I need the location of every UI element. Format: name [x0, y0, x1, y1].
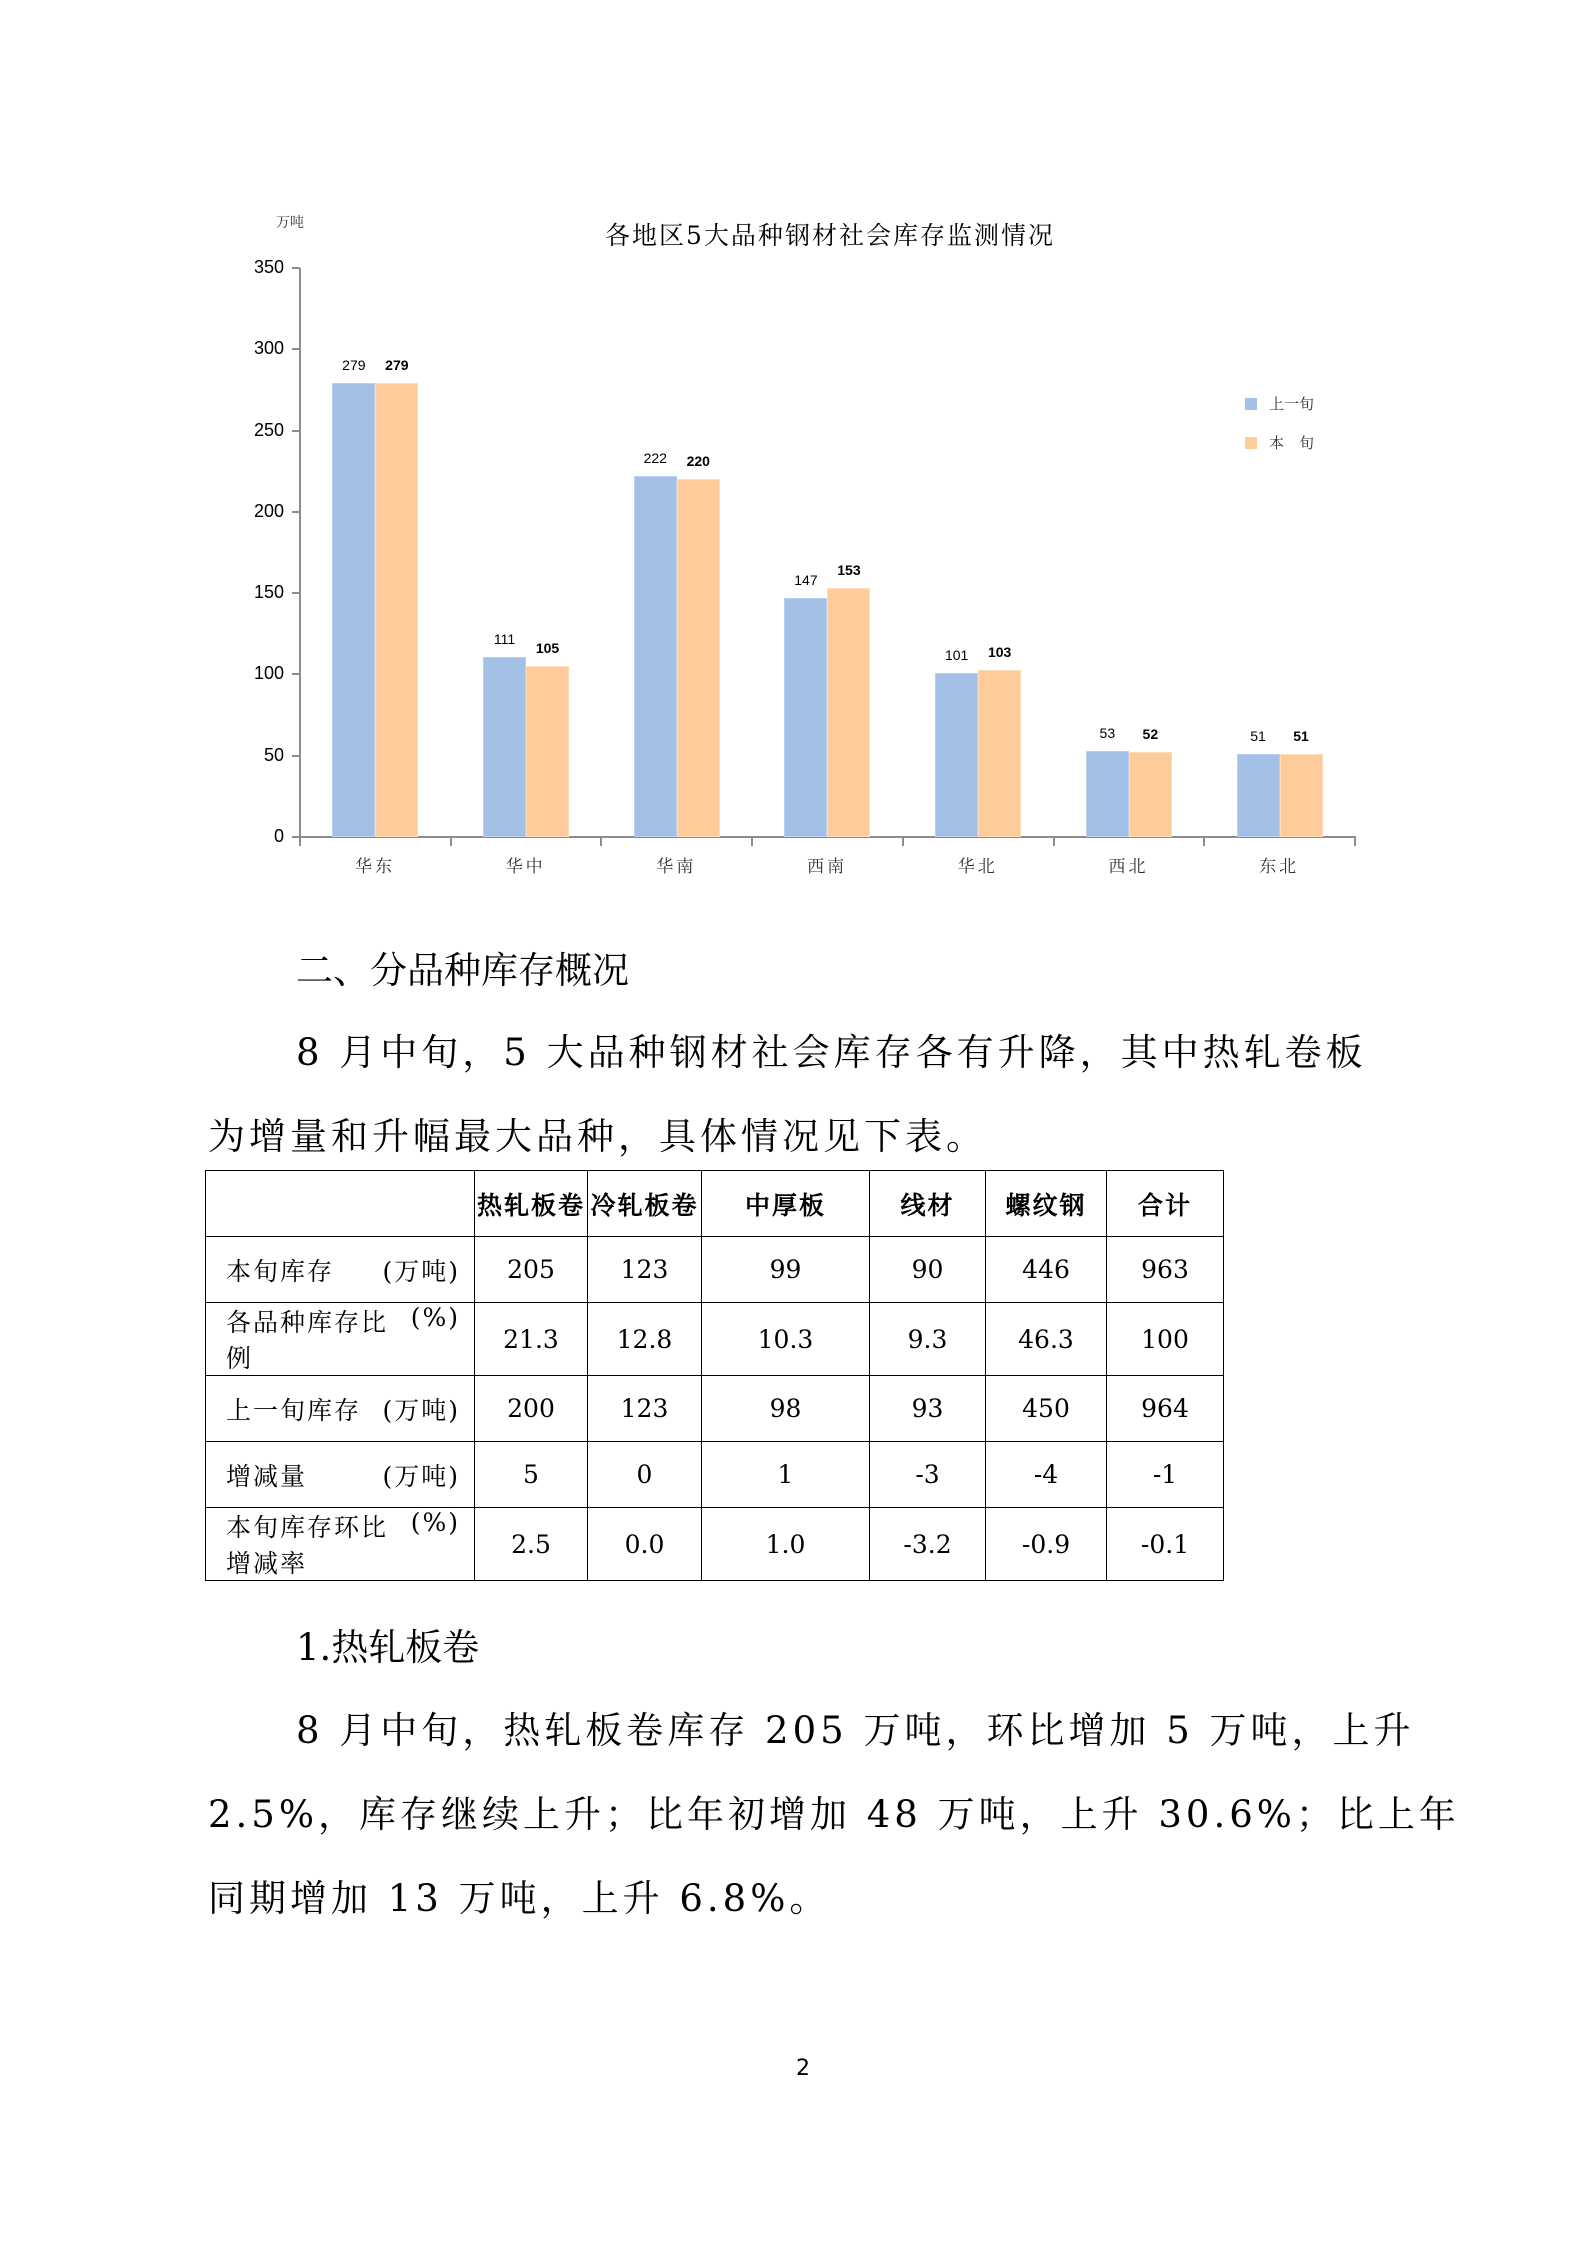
y-tick	[292, 673, 300, 675]
y-tick-label: 50	[263, 744, 284, 765]
data-label-curr: 51	[1293, 728, 1309, 745]
table-cell: 964	[1107, 1376, 1224, 1442]
bar-curr	[1129, 752, 1172, 837]
row-unit: (万吨)	[382, 1395, 460, 1425]
row-label-cell	[206, 1376, 475, 1442]
y-tick-label: 250	[253, 419, 284, 440]
y-tick-label: 0	[273, 826, 284, 846]
table-cell: 46.3	[986, 1303, 1107, 1376]
y-tick-label: 100	[253, 663, 284, 684]
x-category-label: 西南	[807, 857, 848, 877]
y-axis	[299, 268, 301, 838]
table-cell: 100	[1107, 1303, 1224, 1376]
data-label-curr: 153	[837, 562, 861, 579]
table-cell: -0.9	[986, 1508, 1107, 1581]
x-category-label: 西北	[1108, 857, 1149, 877]
data-label-curr: 52	[1142, 726, 1159, 743]
section-heading: 二、分品种库存概况	[296, 949, 629, 992]
table-cell: 1.0	[702, 1508, 870, 1581]
table-cell: 9.3	[870, 1303, 986, 1376]
paragraph-line: 8 月中旬，5 大品种钢材社会库存各有升降，其中热轧卷板	[296, 1031, 1367, 1074]
bar-curr	[677, 479, 720, 837]
header-cell: 热轧板卷	[475, 1171, 588, 1237]
x-tick	[600, 837, 602, 846]
paragraph-line: 为增量和升幅最大品种，具体情况见下表。	[208, 1115, 987, 1158]
legend-item-prev	[1245, 393, 1314, 414]
legend-label-curr: 本 旬	[1269, 434, 1315, 452]
table-cell: 90	[870, 1237, 986, 1303]
paragraph-line: 同期增加 13 万吨，上升 6.8%。	[208, 1877, 831, 1920]
table-cell: 98	[702, 1376, 870, 1442]
data-label-prev: 222	[643, 450, 667, 467]
x-tick	[450, 837, 452, 846]
table-cell: 963	[1107, 1237, 1224, 1303]
data-label-curr: 105	[535, 640, 560, 657]
y-tick	[292, 430, 300, 432]
header-cell: 螺纹钢	[986, 1171, 1107, 1237]
data-label-prev: 51	[1250, 728, 1266, 745]
legend-swatch-prev	[1245, 398, 1257, 410]
table-cell: 1	[702, 1442, 870, 1508]
bar-curr	[1280, 754, 1323, 837]
bar-curr	[375, 383, 418, 837]
header-cell: 合计	[1107, 1171, 1224, 1237]
table-cell: 200	[475, 1376, 588, 1442]
table-cell: 450	[986, 1376, 1107, 1442]
header-cell-empty	[206, 1171, 475, 1237]
table-cell: 123	[588, 1376, 702, 1442]
row-label: 增减量	[226, 1461, 308, 1491]
data-label-curr: 103	[987, 643, 1012, 660]
x-tick	[902, 837, 904, 846]
x-tick	[1053, 837, 1055, 846]
table-cell: 12.8	[588, 1303, 702, 1376]
bar-curr	[978, 670, 1021, 837]
subsection-heading: 1.热轧板卷	[296, 1626, 480, 1669]
y-tick	[292, 755, 300, 757]
regional-inventory-chart	[0, 0, 1587, 900]
y-tick-label: 200	[253, 500, 284, 521]
x-category-label: 东北	[1259, 857, 1300, 877]
y-tick	[292, 267, 300, 269]
y-tick	[292, 592, 300, 594]
bar-prev	[332, 383, 375, 837]
bar-prev	[1237, 754, 1280, 837]
y-tick	[292, 511, 300, 513]
row-unit: (%)	[410, 1508, 460, 1537]
table-cell: 0.0	[588, 1508, 702, 1581]
table-cell: 2.5	[475, 1508, 588, 1581]
x-tick	[1203, 837, 1205, 846]
row-label: 本旬库存	[226, 1256, 335, 1286]
legend-label-prev: 上一旬	[1269, 395, 1315, 413]
table-cell: -0.1	[1107, 1508, 1224, 1581]
bar-prev	[634, 476, 677, 837]
table-cell: 0	[588, 1442, 702, 1508]
y-tick-label: 300	[253, 338, 284, 359]
header-cell: 中厚板	[702, 1171, 870, 1237]
inventory-table	[205, 1170, 1224, 1581]
x-tick	[299, 837, 301, 846]
y-tick	[292, 348, 300, 350]
x-category-label: 华中	[505, 857, 546, 877]
x-tick	[751, 837, 753, 846]
row-unit: (万吨)	[382, 1461, 460, 1491]
x-tick	[1354, 837, 1356, 846]
bar-curr	[526, 666, 569, 837]
row-label: 上一旬库存	[226, 1395, 362, 1425]
table-cell: 21.3	[475, 1303, 588, 1376]
paragraph-line: 2.5%，库存继续上升；比年初增加 48 万吨，上升 30.6%；比上年	[208, 1793, 1460, 1836]
data-label-prev: 147	[794, 572, 818, 589]
row-unit: (%)	[410, 1303, 460, 1332]
row-label: 各品种库存比例	[226, 1308, 389, 1373]
table-header-row	[206, 1171, 1224, 1237]
data-label-prev: 101	[944, 646, 969, 663]
table-cell: -3	[870, 1442, 986, 1508]
header-cell: 线材	[870, 1171, 986, 1237]
row-label-cell	[206, 1508, 475, 1581]
table-row	[206, 1376, 1224, 1442]
table-row	[206, 1442, 1224, 1508]
row-label-cell	[206, 1303, 475, 1376]
paragraph-line: 8 月中旬，热轧板卷库存 205 万吨，环比增加 5 万吨，上升	[296, 1709, 1415, 1752]
table-cell: 5	[475, 1442, 588, 1508]
table-cell: 205	[475, 1237, 588, 1303]
table-cell: 93	[870, 1376, 986, 1442]
x-category-label: 华南	[656, 857, 697, 877]
data-label-prev: 279	[342, 357, 366, 374]
page-number: 2	[796, 2056, 810, 2081]
legend-item-curr	[1245, 432, 1314, 453]
table-cell: 99	[702, 1237, 870, 1303]
x-category-label: 华北	[957, 857, 998, 877]
bar-prev	[483, 657, 526, 837]
table-cell: -1	[1107, 1442, 1224, 1508]
x-category-label: 华东	[355, 857, 395, 877]
table-body	[206, 1237, 1224, 1581]
y-tick-label: 150	[253, 582, 284, 603]
table-row	[206, 1508, 1224, 1581]
data-label-curr: 279	[385, 357, 409, 374]
table-cell: 446	[986, 1237, 1107, 1303]
y-tick-label: 350	[253, 257, 284, 277]
header-cell: 冷轧板卷	[588, 1171, 702, 1237]
data-label-prev: 53	[1099, 724, 1116, 741]
table-row	[206, 1303, 1224, 1376]
bar-prev	[1086, 751, 1129, 837]
table-row	[206, 1237, 1224, 1303]
y-axis-unit: 万吨	[276, 215, 304, 231]
table-cell: -3.2	[870, 1508, 986, 1581]
table-cell: -4	[986, 1442, 1107, 1508]
row-label-cell	[206, 1237, 475, 1303]
bar-prev	[935, 673, 978, 837]
bar-curr	[827, 588, 870, 837]
data-label-prev: 111	[493, 630, 516, 647]
row-unit: (万吨)	[382, 1256, 460, 1286]
data-label-curr: 220	[686, 453, 710, 470]
chart-title: 各地区5大品种钢材社会库存监测情况	[605, 221, 1055, 250]
legend-swatch-curr	[1245, 437, 1257, 449]
row-label: 本旬库存环比增减率	[226, 1513, 389, 1578]
table-cell: 123	[588, 1237, 702, 1303]
row-label-cell	[206, 1442, 475, 1508]
bar-prev	[784, 598, 827, 837]
table-cell: 10.3	[702, 1303, 870, 1376]
